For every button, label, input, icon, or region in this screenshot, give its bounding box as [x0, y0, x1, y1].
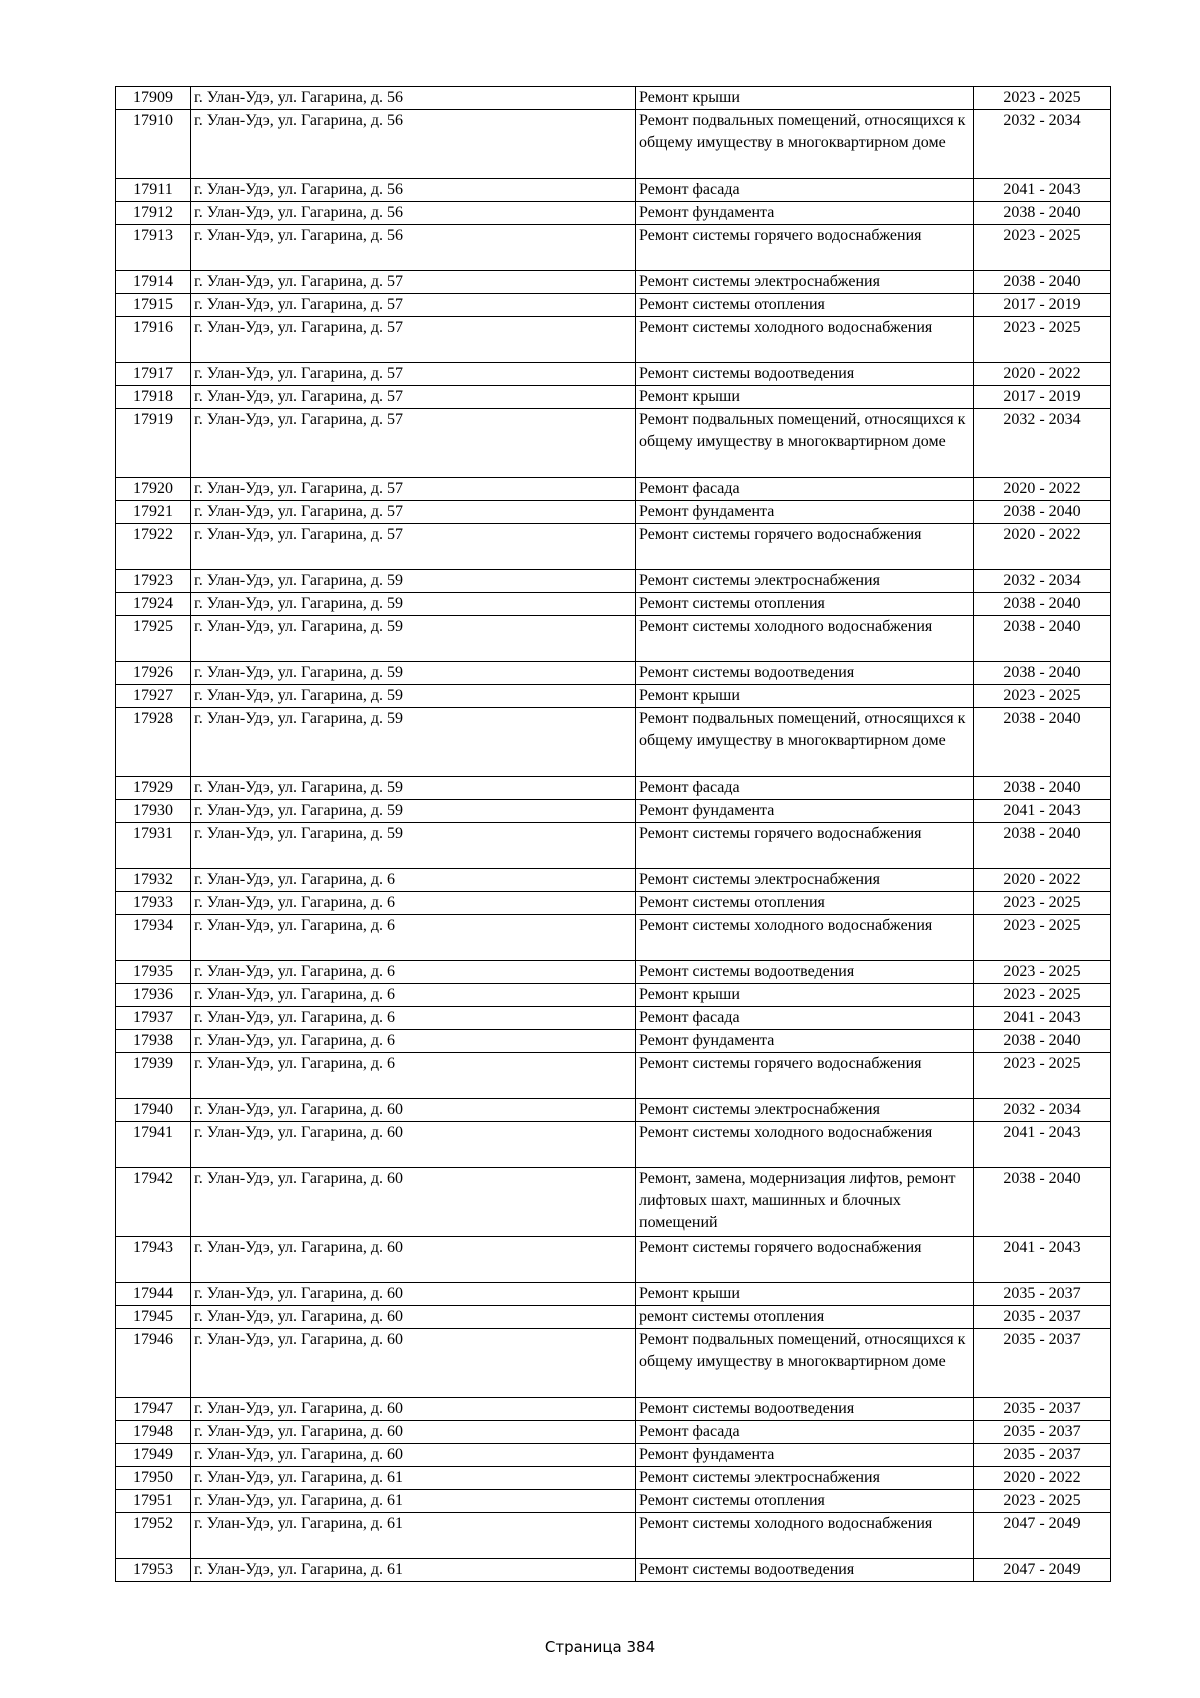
- row-number: 17934: [116, 915, 191, 961]
- address-cell: г. Улан-Удэ, ул. Гагарина, д. 56: [191, 110, 636, 179]
- table-row: [116, 1490, 1111, 1513]
- work-type-cell: Ремонт системы электроснабжения: [636, 570, 974, 593]
- address-cell: г. Улан-Удэ, ул. Гагарина, д. 6: [191, 892, 636, 915]
- work-type-cell: Ремонт системы отопления: [636, 593, 974, 616]
- address-cell: г. Улан-Удэ, ул. Гагарина, д. 60: [191, 1099, 636, 1122]
- address-cell: г. Улан-Удэ, ул. Гагарина, д. 59: [191, 570, 636, 593]
- period-cell: 2035 - 2037: [974, 1329, 1111, 1398]
- row-number: 17928: [116, 708, 191, 777]
- address-cell: г. Улан-Удэ, ул. Гагарина, д. 59: [191, 685, 636, 708]
- period-cell: 2035 - 2037: [974, 1398, 1111, 1421]
- row-number: 17938: [116, 1030, 191, 1053]
- row-number: 17917: [116, 363, 191, 386]
- work-type-cell: Ремонт системы отопления: [636, 1490, 974, 1513]
- address-cell: г. Улан-Удэ, ул. Гагарина, д. 59: [191, 823, 636, 869]
- period-cell: 2041 - 2043: [974, 179, 1111, 202]
- table-row: [116, 823, 1111, 869]
- table-row: [116, 616, 1111, 662]
- period-cell: 2038 - 2040: [974, 593, 1111, 616]
- address-cell: г. Улан-Удэ, ул. Гагарина, д. 60: [191, 1421, 636, 1444]
- work-type-cell: Ремонт системы холодного водоснабжения: [636, 1513, 974, 1559]
- table-row: [116, 777, 1111, 800]
- period-cell: 2023 - 2025: [974, 685, 1111, 708]
- period-cell: 2023 - 2025: [974, 225, 1111, 271]
- period-cell: 2038 - 2040: [974, 1168, 1111, 1237]
- row-number: 17931: [116, 823, 191, 869]
- period-cell: 2038 - 2040: [974, 708, 1111, 777]
- table-row: [116, 1007, 1111, 1030]
- table-row: [116, 225, 1111, 271]
- table-row: [116, 800, 1111, 823]
- period-cell: 2035 - 2037: [974, 1306, 1111, 1329]
- table-row: [116, 294, 1111, 317]
- period-cell: 2038 - 2040: [974, 616, 1111, 662]
- repair-schedule-table: [115, 86, 1111, 1582]
- table-row: [116, 1421, 1111, 1444]
- work-type-cell: Ремонт подвальных помещений, относящихся к общему имуществу в многоквартирном доме: [636, 1329, 974, 1398]
- period-cell: 2047 - 2049: [974, 1513, 1111, 1559]
- row-number: 17927: [116, 685, 191, 708]
- work-type-cell: Ремонт системы горячего водоснабжения: [636, 823, 974, 869]
- work-type-cell: Ремонт системы электроснабжения: [636, 1467, 974, 1490]
- address-cell: г. Улан-Удэ, ул. Гагарина, д. 6: [191, 1007, 636, 1030]
- table-row: [116, 570, 1111, 593]
- table-row: [116, 386, 1111, 409]
- table-row: [116, 685, 1111, 708]
- work-type-cell: Ремонт фасада: [636, 777, 974, 800]
- row-number: 17950: [116, 1467, 191, 1490]
- row-number: 17952: [116, 1513, 191, 1559]
- table-row: [116, 1467, 1111, 1490]
- work-type-cell: Ремонт системы горячего водоснабжения: [636, 225, 974, 271]
- address-cell: г. Улан-Удэ, ул. Гагарина, д. 59: [191, 593, 636, 616]
- address-cell: г. Улан-Удэ, ул. Гагарина, д. 61: [191, 1490, 636, 1513]
- address-cell: г. Улан-Удэ, ул. Гагарина, д. 6: [191, 1053, 636, 1099]
- row-number: 17932: [116, 869, 191, 892]
- work-type-cell: Ремонт подвальных помещений, относящихся к общему имуществу в многоквартирном доме: [636, 110, 974, 179]
- row-number: 17951: [116, 1490, 191, 1513]
- address-cell: г. Улан-Удэ, ул. Гагарина, д. 60: [191, 1306, 636, 1329]
- row-number: 17949: [116, 1444, 191, 1467]
- work-type-cell: Ремонт фундамента: [636, 202, 974, 225]
- period-cell: 2020 - 2022: [974, 363, 1111, 386]
- work-type-cell: Ремонт системы электроснабжения: [636, 869, 974, 892]
- work-type-cell: ремонт системы отопления: [636, 1306, 974, 1329]
- table-row: [116, 915, 1111, 961]
- address-cell: г. Улан-Удэ, ул. Гагарина, д. 59: [191, 708, 636, 777]
- address-cell: г. Улан-Удэ, ул. Гагарина, д. 56: [191, 225, 636, 271]
- work-type-cell: Ремонт, замена, модернизация лифтов, ремонт лифтовых шахт, машинных и блочных помещений: [636, 1168, 974, 1237]
- table-row: [116, 1030, 1111, 1053]
- period-cell: 2032 - 2034: [974, 1099, 1111, 1122]
- table-row: [116, 1122, 1111, 1168]
- work-type-cell: Ремонт фасада: [636, 1421, 974, 1444]
- row-number: 17945: [116, 1306, 191, 1329]
- work-type-cell: Ремонт фасада: [636, 179, 974, 202]
- table-row: [116, 271, 1111, 294]
- period-cell: 2032 - 2034: [974, 409, 1111, 478]
- row-number: 17953: [116, 1559, 191, 1582]
- address-cell: г. Улан-Удэ, ул. Гагарина, д. 60: [191, 1398, 636, 1421]
- work-type-cell: Ремонт системы электроснабжения: [636, 1099, 974, 1122]
- row-number: 17940: [116, 1099, 191, 1122]
- work-type-cell: Ремонт системы отопления: [636, 892, 974, 915]
- address-cell: г. Улан-Удэ, ул. Гагарина, д. 60: [191, 1237, 636, 1283]
- table-row: [116, 662, 1111, 685]
- period-cell: 2020 - 2022: [974, 869, 1111, 892]
- table-body: [116, 87, 1111, 1582]
- table-row: [116, 593, 1111, 616]
- work-type-cell: Ремонт фундамента: [636, 1444, 974, 1467]
- table-row: [116, 1053, 1111, 1099]
- table-row: [116, 317, 1111, 363]
- address-cell: г. Улан-Удэ, ул. Гагарина, д. 57: [191, 363, 636, 386]
- row-number: 17937: [116, 1007, 191, 1030]
- period-cell: 2017 - 2019: [974, 386, 1111, 409]
- address-cell: г. Улан-Удэ, ул. Гагарина, д. 6: [191, 961, 636, 984]
- address-cell: г. Улан-Удэ, ул. Гагарина, д. 60: [191, 1283, 636, 1306]
- row-number: 17911: [116, 179, 191, 202]
- period-cell: 2023 - 2025: [974, 317, 1111, 363]
- row-number: 17913: [116, 225, 191, 271]
- table-row: [116, 892, 1111, 915]
- address-cell: г. Улан-Удэ, ул. Гагарина, д. 61: [191, 1467, 636, 1490]
- work-type-cell: Ремонт системы электроснабжения: [636, 271, 974, 294]
- address-cell: г. Улан-Удэ, ул. Гагарина, д. 57: [191, 386, 636, 409]
- row-number: 17944: [116, 1283, 191, 1306]
- address-cell: г. Улан-Удэ, ул. Гагарина, д. 6: [191, 915, 636, 961]
- row-number: 17918: [116, 386, 191, 409]
- row-number: 17946: [116, 1329, 191, 1398]
- address-cell: г. Улан-Удэ, ул. Гагарина, д. 61: [191, 1559, 636, 1582]
- row-number: 17922: [116, 524, 191, 570]
- table-row: [116, 1306, 1111, 1329]
- period-cell: 2038 - 2040: [974, 501, 1111, 524]
- table-row: [116, 1329, 1111, 1398]
- address-cell: г. Улан-Удэ, ул. Гагарина, д. 60: [191, 1444, 636, 1467]
- work-type-cell: Ремонт крыши: [636, 87, 974, 110]
- period-cell: 2032 - 2034: [974, 110, 1111, 179]
- address-cell: г. Улан-Удэ, ул. Гагарина, д. 57: [191, 409, 636, 478]
- address-cell: г. Улан-Удэ, ул. Гагарина, д. 57: [191, 478, 636, 501]
- table-row: [116, 1513, 1111, 1559]
- table-row: [116, 202, 1111, 225]
- table-row: [116, 1168, 1111, 1237]
- address-cell: г. Улан-Удэ, ул. Гагарина, д. 59: [191, 800, 636, 823]
- address-cell: г. Улан-Удэ, ул. Гагарина, д. 57: [191, 501, 636, 524]
- period-cell: 2023 - 2025: [974, 961, 1111, 984]
- period-cell: 2038 - 2040: [974, 823, 1111, 869]
- row-number: 17947: [116, 1398, 191, 1421]
- work-type-cell: Ремонт системы холодного водоснабжения: [636, 915, 974, 961]
- table-row: [116, 87, 1111, 110]
- table-row: [116, 179, 1111, 202]
- table-row: [116, 409, 1111, 478]
- work-type-cell: Ремонт системы горячего водоснабжения: [636, 1237, 974, 1283]
- address-cell: г. Улан-Удэ, ул. Гагарина, д. 56: [191, 202, 636, 225]
- address-cell: г. Улан-Удэ, ул. Гагарина, д. 60: [191, 1329, 636, 1398]
- row-number: 17925: [116, 616, 191, 662]
- period-cell: 2035 - 2037: [974, 1444, 1111, 1467]
- period-cell: 2038 - 2040: [974, 662, 1111, 685]
- table-row: [116, 1283, 1111, 1306]
- table-row: [116, 1099, 1111, 1122]
- period-cell: 2023 - 2025: [974, 1490, 1111, 1513]
- work-type-cell: Ремонт системы холодного водоснабжения: [636, 1122, 974, 1168]
- row-number: 17921: [116, 501, 191, 524]
- row-number: 17923: [116, 570, 191, 593]
- row-number: 17912: [116, 202, 191, 225]
- work-type-cell: Ремонт крыши: [636, 386, 974, 409]
- table-row: [116, 1237, 1111, 1283]
- row-number: 17914: [116, 271, 191, 294]
- period-cell: 2041 - 2043: [974, 1122, 1111, 1168]
- address-cell: г. Улан-Удэ, ул. Гагарина, д. 6: [191, 1030, 636, 1053]
- table-row: [116, 1444, 1111, 1467]
- row-number: 17926: [116, 662, 191, 685]
- table-row: [116, 478, 1111, 501]
- address-cell: г. Улан-Удэ, ул. Гагарина, д. 59: [191, 662, 636, 685]
- row-number: 17941: [116, 1122, 191, 1168]
- address-cell: г. Улан-Удэ, ул. Гагарина, д. 6: [191, 869, 636, 892]
- work-type-cell: Ремонт крыши: [636, 1283, 974, 1306]
- address-cell: г. Улан-Удэ, ул. Гагарина, д. 60: [191, 1122, 636, 1168]
- period-cell: 2035 - 2037: [974, 1421, 1111, 1444]
- period-cell: 2020 - 2022: [974, 1467, 1111, 1490]
- address-cell: г. Улан-Удэ, ул. Гагарина, д. 56: [191, 87, 636, 110]
- work-type-cell: Ремонт системы водоотведения: [636, 961, 974, 984]
- row-number: 17929: [116, 777, 191, 800]
- table-row: [116, 1398, 1111, 1421]
- period-cell: 2038 - 2040: [974, 777, 1111, 800]
- period-cell: 2041 - 2043: [974, 1237, 1111, 1283]
- address-cell: г. Улан-Удэ, ул. Гагарина, д. 61: [191, 1513, 636, 1559]
- row-number: 17910: [116, 110, 191, 179]
- row-number: 17943: [116, 1237, 191, 1283]
- row-number: 17916: [116, 317, 191, 363]
- work-type-cell: Ремонт системы водоотведения: [636, 662, 974, 685]
- work-type-cell: Ремонт крыши: [636, 685, 974, 708]
- table-row: [116, 501, 1111, 524]
- table-row: [116, 708, 1111, 777]
- row-number: 17935: [116, 961, 191, 984]
- row-number: 17909: [116, 87, 191, 110]
- work-type-cell: Ремонт системы горячего водоснабжения: [636, 524, 974, 570]
- address-cell: г. Улан-Удэ, ул. Гагарина, д. 57: [191, 317, 636, 363]
- period-cell: 2041 - 2043: [974, 800, 1111, 823]
- row-number: 17948: [116, 1421, 191, 1444]
- work-type-cell: Ремонт фасада: [636, 1007, 974, 1030]
- period-cell: 2023 - 2025: [974, 984, 1111, 1007]
- period-cell: 2023 - 2025: [974, 87, 1111, 110]
- row-number: 17920: [116, 478, 191, 501]
- row-number: 17930: [116, 800, 191, 823]
- row-number: 17939: [116, 1053, 191, 1099]
- period-cell: 2038 - 2040: [974, 202, 1111, 225]
- row-number: 17936: [116, 984, 191, 1007]
- period-cell: 2017 - 2019: [974, 294, 1111, 317]
- period-cell: 2020 - 2022: [974, 478, 1111, 501]
- work-type-cell: Ремонт системы водоотведения: [636, 363, 974, 386]
- period-cell: 2038 - 2040: [974, 271, 1111, 294]
- table-row: [116, 984, 1111, 1007]
- address-cell: г. Улан-Удэ, ул. Гагарина, д. 60: [191, 1168, 636, 1237]
- row-number: 17919: [116, 409, 191, 478]
- work-type-cell: Ремонт системы отопления: [636, 294, 974, 317]
- work-type-cell: Ремонт системы холодного водоснабжения: [636, 616, 974, 662]
- page-number: Страница 384: [544, 1638, 656, 1656]
- address-cell: г. Улан-Удэ, ул. Гагарина, д. 59: [191, 777, 636, 800]
- table-row: [116, 961, 1111, 984]
- table-row: [116, 110, 1111, 179]
- address-cell: г. Улан-Удэ, ул. Гагарина, д. 6: [191, 984, 636, 1007]
- address-cell: г. Улан-Удэ, ул. Гагарина, д. 57: [191, 524, 636, 570]
- row-number: 17924: [116, 593, 191, 616]
- address-cell: г. Улан-Удэ, ул. Гагарина, д. 56: [191, 179, 636, 202]
- row-number: 17942: [116, 1168, 191, 1237]
- table-row: [116, 869, 1111, 892]
- row-number: 17915: [116, 294, 191, 317]
- address-cell: г. Улан-Удэ, ул. Гагарина, д. 57: [191, 294, 636, 317]
- period-cell: 2023 - 2025: [974, 892, 1111, 915]
- work-type-cell: Ремонт подвальных помещений, относящихся к общему имуществу в многоквартирном доме: [636, 409, 974, 478]
- table-row: [116, 363, 1111, 386]
- work-type-cell: Ремонт системы водоотведения: [636, 1559, 974, 1582]
- address-cell: г. Улан-Удэ, ул. Гагарина, д. 57: [191, 271, 636, 294]
- work-type-cell: Ремонт системы горячего водоснабжения: [636, 1053, 974, 1099]
- period-cell: 2023 - 2025: [974, 915, 1111, 961]
- period-cell: 2020 - 2022: [974, 524, 1111, 570]
- period-cell: 2047 - 2049: [974, 1559, 1111, 1582]
- work-type-cell: Ремонт системы холодного водоснабжения: [636, 317, 974, 363]
- period-cell: 2038 - 2040: [974, 1030, 1111, 1053]
- period-cell: 2023 - 2025: [974, 1053, 1111, 1099]
- work-type-cell: Ремонт фасада: [636, 478, 974, 501]
- row-number: 17933: [116, 892, 191, 915]
- period-cell: 2032 - 2034: [974, 570, 1111, 593]
- address-cell: г. Улан-Удэ, ул. Гагарина, д. 59: [191, 616, 636, 662]
- work-type-cell: Ремонт подвальных помещений, относящихся к общему имуществу в многоквартирном доме: [636, 708, 974, 777]
- table-row: [116, 524, 1111, 570]
- period-cell: 2041 - 2043: [974, 1007, 1111, 1030]
- work-type-cell: Ремонт фундамента: [636, 1030, 974, 1053]
- work-type-cell: Ремонт фундамента: [636, 800, 974, 823]
- work-type-cell: Ремонт фундамента: [636, 501, 974, 524]
- work-type-cell: Ремонт системы водоотведения: [636, 1398, 974, 1421]
- work-type-cell: Ремонт крыши: [636, 984, 974, 1007]
- table-row: [116, 1559, 1111, 1582]
- period-cell: 2035 - 2037: [974, 1283, 1111, 1306]
